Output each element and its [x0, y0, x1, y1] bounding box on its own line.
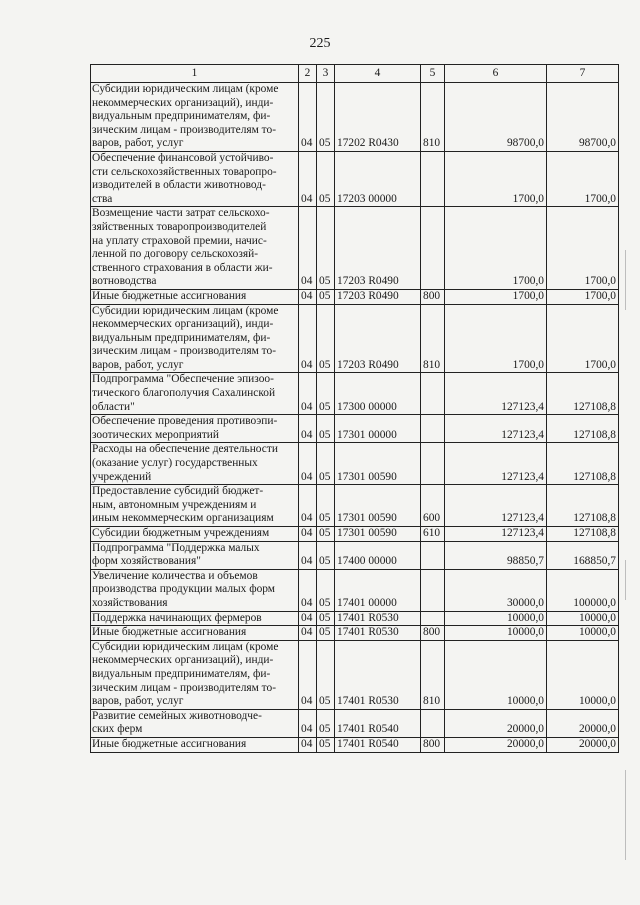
amount-cell: 127123,4: [445, 485, 547, 527]
section-cell: 04: [299, 485, 317, 527]
column-header: 3: [317, 65, 335, 83]
expense-type-cell: 600: [421, 485, 445, 527]
expense-type-cell: 800: [421, 289, 445, 304]
section-cell: 04: [299, 709, 317, 737]
table-row: [91, 83, 619, 152]
table-row: [91, 304, 619, 373]
row-name-line: Увеличение количества и объемов: [92, 569, 258, 582]
row-name-line: зическим лицам - производителям то-: [92, 123, 277, 136]
expense-type-cell: 610: [421, 527, 445, 542]
section-cell: 04: [299, 527, 317, 542]
row-name-line: области": [92, 400, 135, 413]
section-cell: 04: [299, 541, 317, 569]
amount-cell: 127108,8: [547, 485, 619, 527]
row-name-cell: [91, 485, 299, 527]
amount-cell: 1700,0: [547, 289, 619, 304]
table-row: [91, 640, 619, 709]
table-row: [91, 485, 619, 527]
row-name-cell: [91, 304, 299, 373]
scan-artifact-line: [625, 770, 626, 860]
amount-cell: 98850,7: [445, 541, 547, 569]
page-number: 225: [309, 36, 331, 51]
table-row: [91, 527, 619, 542]
row-name-cell: [91, 207, 299, 290]
row-name-line: зяйственных товаропроизводителей: [92, 220, 267, 233]
amount-cell: 10000,0: [445, 611, 547, 626]
section-cell: 04: [299, 737, 317, 752]
row-name-line: изводителей в области животновод-: [92, 179, 266, 192]
amount-cell: 20000,0: [547, 737, 619, 752]
row-name-cell: [91, 373, 299, 415]
table-row: [91, 611, 619, 626]
expense-type-cell: [421, 709, 445, 737]
row-name-line: некоммерческих организаций), инди-: [92, 96, 274, 109]
target-article-cell: 17202 R0430: [335, 83, 421, 152]
amount-cell: 127108,8: [547, 373, 619, 415]
expense-type-cell: 810: [421, 83, 445, 152]
subsection-cell: 05: [317, 151, 335, 206]
row-name-line: видуальным предпринимателям, фи-: [92, 667, 271, 680]
target-article-cell: 17401 R0530: [335, 626, 421, 641]
section-cell: 04: [299, 304, 317, 373]
row-name-cell: [91, 443, 299, 485]
column-header: 2: [299, 65, 317, 83]
row-name-line: Подпрограмма "Обеспечение эпизоо-: [92, 373, 274, 386]
row-name-line: некоммерческих организаций), инди-: [92, 318, 274, 331]
row-name-line: (оказание услуг) государственных: [92, 457, 258, 470]
row-name-line: Субсидии юридическим лицам (кроме: [92, 83, 279, 95]
column-header: 6: [445, 65, 547, 83]
amount-cell: 127123,4: [445, 373, 547, 415]
target-article-cell: 17301 00590: [335, 527, 421, 542]
row-name-line: сти сельскохозяйственных товаропро-: [92, 165, 277, 178]
row-name-cell: [91, 737, 299, 752]
row-name-line: Предоставление субсидий бюджет-: [92, 485, 264, 498]
amount-cell: 127123,4: [445, 415, 547, 443]
row-name-line: Развитие семейных животноводче-: [92, 709, 262, 722]
row-name-line: иным некоммерческим организациям: [92, 512, 274, 525]
column-header: 7: [547, 65, 619, 83]
row-name-line: форм хозяйствования": [92, 555, 201, 568]
row-name-cell: [91, 709, 299, 737]
subsection-cell: 05: [317, 527, 335, 542]
row-name-line: Обеспечение проведения противоэпи-: [92, 415, 278, 428]
row-name-line: видуальным предпринимателям, фи-: [92, 331, 271, 344]
target-article-cell: 17401 R0530: [335, 611, 421, 626]
expense-type-cell: [421, 151, 445, 206]
expense-type-cell: [421, 373, 445, 415]
row-name-line: Субсидии юридическим лицам (кроме: [92, 304, 279, 317]
target-article-cell: 17203 R0490: [335, 289, 421, 304]
row-name-line: вотноводства: [92, 275, 157, 288]
row-name-cell: [91, 83, 299, 152]
table-row: [91, 443, 619, 485]
table-row: [91, 151, 619, 206]
row-name-line: зическим лицам - производителям то-: [92, 681, 277, 694]
row-name-cell: [91, 569, 299, 611]
row-name-line: некоммерческих организаций), инди-: [92, 654, 274, 667]
target-article-cell: 17203 00000: [335, 151, 421, 206]
subsection-cell: 05: [317, 415, 335, 443]
section-cell: 04: [299, 569, 317, 611]
column-header: 5: [421, 65, 445, 83]
subsection-cell: 05: [317, 83, 335, 152]
subsection-cell: 05: [317, 611, 335, 626]
table-row: [91, 289, 619, 304]
section-cell: 04: [299, 373, 317, 415]
section-cell: 04: [299, 443, 317, 485]
amount-cell: 98700,0: [547, 83, 619, 152]
target-article-cell: 17301 00000: [335, 415, 421, 443]
subsection-cell: 05: [317, 640, 335, 709]
row-name-line: варов, работ, услуг: [92, 695, 184, 708]
target-article-cell: 17401 R0540: [335, 737, 421, 752]
row-name-line: зическим лицам - производителям то-: [92, 345, 277, 358]
row-name-line: Иные бюджетные ассигнования: [92, 626, 247, 639]
row-name-cell: [91, 611, 299, 626]
section-cell: 04: [299, 151, 317, 206]
amount-cell: 1700,0: [547, 151, 619, 206]
row-name-line: видуальным предпринимателям, фи-: [92, 110, 271, 123]
amount-cell: 1700,0: [445, 304, 547, 373]
row-name-line: Субсидии юридическим лицам (кроме: [92, 640, 279, 653]
amount-cell: 127123,4: [445, 443, 547, 485]
table-row: [91, 737, 619, 752]
expense-type-cell: 810: [421, 640, 445, 709]
row-name-line: Возмещение части затрат сельскохо-: [92, 207, 270, 220]
amount-cell: 127108,8: [547, 443, 619, 485]
subsection-cell: 05: [317, 304, 335, 373]
amount-cell: 100000,0: [547, 569, 619, 611]
amount-cell: 20000,0: [445, 737, 547, 752]
target-article-cell: 17300 00000: [335, 373, 421, 415]
target-article-cell: 17401 R0530: [335, 640, 421, 709]
amount-cell: 1700,0: [547, 207, 619, 290]
column-header: 4: [335, 65, 421, 83]
row-name-line: Субсидии бюджетным учреждениям: [92, 527, 270, 539]
amount-cell: 30000,0: [445, 569, 547, 611]
row-name-line: ленной по договору сельскохозяй-: [92, 248, 259, 261]
row-name-line: ства: [92, 192, 113, 205]
target-article-cell: 17203 R0490: [335, 207, 421, 290]
table-row: [91, 207, 619, 290]
target-article-cell: 17301 00590: [335, 485, 421, 527]
row-name-line: тического благополучия Сахалинской: [92, 387, 276, 400]
amount-cell: 1700,0: [445, 289, 547, 304]
amount-cell: 20000,0: [445, 709, 547, 737]
target-article-cell: 17400 00000: [335, 541, 421, 569]
section-cell: 04: [299, 207, 317, 290]
row-name-line: варов, работ, услуг: [92, 137, 184, 150]
expense-type-cell: [421, 415, 445, 443]
amount-cell: 168850,7: [547, 541, 619, 569]
expense-type-cell: [421, 207, 445, 290]
section-cell: 04: [299, 415, 317, 443]
row-name-cell: [91, 415, 299, 443]
row-name-cell: [91, 626, 299, 641]
amount-cell: 127108,8: [547, 527, 619, 542]
row-name-line: Иные бюджетные ассигнования: [92, 289, 247, 302]
expense-type-cell: 810: [421, 304, 445, 373]
expense-type-cell: 800: [421, 737, 445, 752]
target-article-cell: 17401 R0540: [335, 709, 421, 737]
amount-cell: 127108,8: [547, 415, 619, 443]
expense-type-cell: [421, 443, 445, 485]
header-row: [91, 65, 619, 83]
target-article-cell: 17401 00000: [335, 569, 421, 611]
subsection-cell: 05: [317, 569, 335, 611]
row-name-line: Иные бюджетные ассигнования: [92, 737, 247, 750]
amount-cell: 98700,0: [445, 83, 547, 152]
amount-cell: 10000,0: [445, 640, 547, 709]
row-name-line: варов, работ, услуг: [92, 358, 184, 371]
amount-cell: 20000,0: [547, 709, 619, 737]
amount-cell: 1700,0: [547, 304, 619, 373]
amount-cell: 10000,0: [547, 640, 619, 709]
column-header: 1: [91, 65, 299, 83]
expense-type-cell: 800: [421, 626, 445, 641]
row-name-line: производства продукции малых форм: [92, 583, 276, 596]
row-name-line: учреждений: [92, 470, 152, 483]
subsection-cell: 05: [317, 373, 335, 415]
subsection-cell: 05: [317, 737, 335, 752]
amount-cell: 10000,0: [445, 626, 547, 641]
subsection-cell: 05: [317, 289, 335, 304]
row-name-line: зоотических мероприятий: [92, 428, 219, 441]
table-body: [91, 83, 619, 753]
table-row: [91, 569, 619, 611]
amount-cell: 10000,0: [547, 626, 619, 641]
table-row: [91, 541, 619, 569]
subsection-cell: 05: [317, 709, 335, 737]
amount-cell: 10000,0: [547, 611, 619, 626]
expense-type-cell: [421, 611, 445, 626]
subsection-cell: 05: [317, 485, 335, 527]
scan-artifact-line: [625, 250, 626, 310]
row-name-line: на уплату страховой премии, начис-: [92, 234, 267, 247]
row-name-line: Подпрограмма "Поддержка малых: [92, 541, 260, 554]
row-name-cell: [91, 289, 299, 304]
target-article-cell: 17203 R0490: [335, 304, 421, 373]
amount-cell: 127123,4: [445, 527, 547, 542]
subsection-cell: 05: [317, 443, 335, 485]
row-name-line: ственного страхования в области жи-: [92, 261, 273, 274]
scan-artifact-line: [625, 560, 626, 600]
table-row: [91, 626, 619, 641]
amount-cell: 1700,0: [445, 207, 547, 290]
row-name-line: Обеспечение финансовой устойчиво-: [92, 151, 274, 164]
row-name-cell: [91, 640, 299, 709]
amount-cell: 1700,0: [445, 151, 547, 206]
section-cell: 04: [299, 626, 317, 641]
table-row: [91, 415, 619, 443]
row-name-cell: [91, 527, 299, 542]
subsection-cell: 05: [317, 207, 335, 290]
row-name-cell: [91, 151, 299, 206]
expense-type-cell: [421, 569, 445, 611]
row-name-line: хозяйствования: [92, 596, 168, 609]
budget-table: [90, 64, 619, 753]
section-cell: 04: [299, 640, 317, 709]
section-cell: 04: [299, 611, 317, 626]
expense-type-cell: [421, 541, 445, 569]
row-name-line: Поддержка начинающих фермеров: [92, 611, 262, 624]
table-row: [91, 373, 619, 415]
target-article-cell: 17301 00590: [335, 443, 421, 485]
row-name-cell: [91, 541, 299, 569]
section-cell: 04: [299, 83, 317, 152]
table-row: [91, 709, 619, 737]
section-cell: 04: [299, 289, 317, 304]
subsection-cell: 05: [317, 541, 335, 569]
row-name-line: ских ферм: [92, 723, 143, 736]
subsection-cell: 05: [317, 626, 335, 641]
row-name-line: ным, автономным учреждениям и: [92, 498, 257, 511]
row-name-line: Расходы на обеспечение деятельности: [92, 443, 278, 456]
